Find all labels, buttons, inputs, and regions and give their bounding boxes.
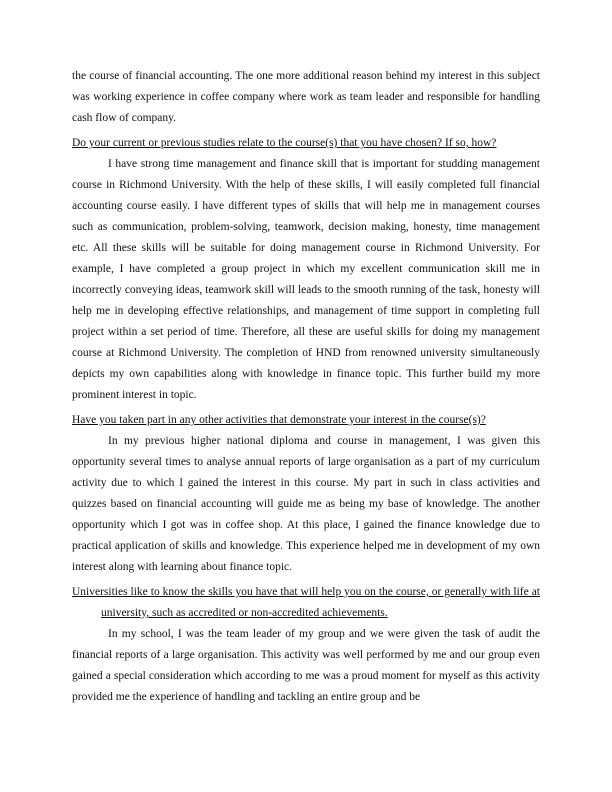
question-studies-relation: Do your current or previous studies relate to the course(s) that you have chosen? If so, how? xyxy=(72,137,497,149)
intro-paragraph: the course of financial accounting. The one more additional reason behind my interest in this subject was working experience in coffee company where work as team leader and responsible for handling cash flow of company. xyxy=(72,70,540,124)
document-page xyxy=(72,66,540,708)
question-other-activities: Have you taken part in any other activities that demonstrate your interest in the course(s)? xyxy=(72,414,486,426)
question-skills-achievements: Universities like to know the skills you have that will help you on the course, or generally with life at university, such as accredited or non-accredited achievements. xyxy=(72,586,540,619)
answer-studies-relation: I have strong time management and finance skill that is important for studding management course in Richmond University. With the help of these skills, I will easily completed full financial accounting course easily. I have different types of skills that will help me in management courses such as communication, problem-solving, teamwork, decision making, honesty, time management etc. All these skills will be suitable for doing management course in Richmond University. For example, I have completed a group project in which my excellent communication skill me in incorrectly conveying ideas, teamwork skill will leads to the smooth running of the task, honesty will help me in developing effective relationships, and management of time support in completing full project within a set period of time. Therefore, all these are useful skills for doing my management course at Richmond University. The completion of HND from renowned university simultaneously depicts my own capabilities along with knowledge in finance topic. This further build my more prominent interest in topic. xyxy=(72,158,540,401)
answer-other-activities: In my previous higher national diploma and course in management, I was given this opportunity several times to analyse annual reports of large organisation as a part of my curriculum activity due to which I gained the interest in this course. My part in such in class activities and quizzes based on financial accounting will guide me as being my base of knowledge. The another opportunity which I got was in coffee shop. At this place, I gained the finance knowledge due to practical application of skills and knowledge. This experience helped me in development of my own interest along with learning about finance topic. xyxy=(72,435,540,573)
answer-skills-achievements: In my school, I was the team leader of my group and we were given the task of audit the financial reports of a large organisation. This activity was well performed by me and our group even gained a special consideration which according to me was a proud moment for myself as this activity provided me the experience of handling and tackling an entire group and be xyxy=(72,628,540,703)
